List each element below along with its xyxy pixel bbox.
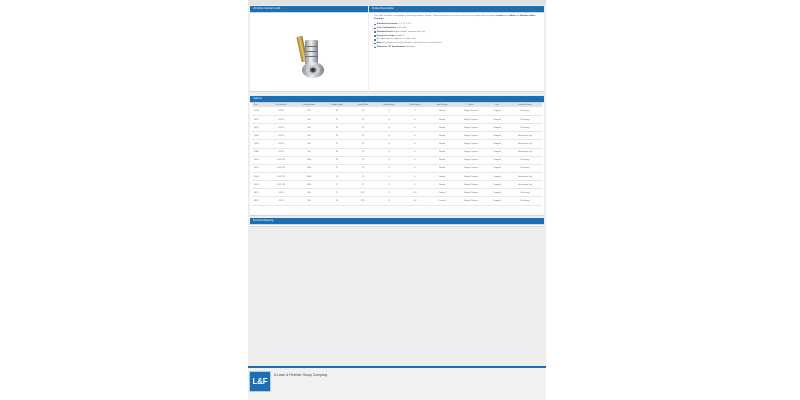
technical-drawing-bar: Technical Drawing [250, 218, 544, 224]
table-body [252, 107, 542, 205]
table-row [252, 173, 542, 181]
table-cell: 92 M [268, 197, 294, 205]
table-cell: 200 [294, 132, 324, 140]
table-cell: Round [428, 116, 456, 124]
intro-text-3: and [515, 15, 521, 18]
table-cell: 92 M [268, 124, 294, 132]
table-cell: Bright Chrome [456, 148, 486, 156]
spec-bullet-label: Standard Finish: [376, 30, 394, 33]
footer-tagline: A Lowe & Fletcher Group Company [274, 373, 328, 377]
table-cell: 1386 [252, 148, 268, 156]
table-cell: 22 [350, 173, 376, 181]
table-cell: Nut fixing [508, 124, 542, 132]
table-cell: Round [428, 181, 456, 189]
table-cell: Capped [486, 107, 508, 115]
spec-bullet-list [369, 23, 544, 49]
table-cell: 1441 [252, 164, 268, 172]
column-header: Finish [456, 103, 486, 107]
table-cell: 200 [294, 189, 324, 197]
table-cell: 8 [376, 156, 402, 164]
column-header: Body Length [324, 103, 350, 107]
table-cell: 92 M [268, 189, 294, 197]
table-cell: 32 [324, 148, 350, 156]
table-cell: Nut fixing [508, 197, 542, 205]
intro-text-1: The 1443 Camlock is available in 6 housing lengths; 20mm, 27mm and 32mm. It can be used in various applications including [374, 15, 497, 18]
table-cell: Round [428, 173, 456, 181]
spec-bullet-label: Fixing hole shape: [376, 34, 396, 37]
table-cell: 8 [376, 124, 402, 132]
table-cell: 1486 [252, 173, 268, 181]
table-cell: 3 [402, 156, 428, 164]
table-cell: 3 [402, 173, 428, 181]
column-header: Combinations [294, 103, 324, 107]
spec-bullet-value: Housing nut can only be fitted or removed if cam is removed first [382, 42, 442, 45]
table-cell: 200 [294, 124, 324, 132]
table-cell: 22 [350, 116, 376, 124]
column-header: Head Width [350, 103, 376, 107]
table-cell: Horseshoe clip [508, 181, 542, 189]
column-header: Key Number [268, 103, 294, 107]
table-cell: 27 [324, 116, 350, 124]
column-header: Housing Fixing [508, 103, 542, 107]
table-row [252, 189, 542, 197]
table-cell: 8431 [252, 189, 268, 197]
table-cell: 22 [324, 107, 350, 115]
table-cell: 8 [376, 181, 402, 189]
table-cell: 3 [402, 107, 428, 115]
column-header: Head Height [376, 103, 402, 107]
spec-bullet-label: Note: [376, 42, 383, 45]
table-cell: 8432 [252, 197, 268, 205]
drawing-bar-stripe [250, 224, 544, 225]
table-cell: Nut fixing [508, 107, 542, 115]
table-cell: Capped [486, 156, 508, 164]
table-cell: 92 M [268, 148, 294, 156]
table-cell: Bright Chrome [456, 181, 486, 189]
table-cell: Capped [486, 164, 508, 172]
column-header: Head Depth [402, 103, 428, 107]
table-cell: 3 [402, 148, 428, 156]
product-title-bar: 20-32mm Camlock 1443 [250, 6, 368, 12]
table-cell: 8 [376, 173, 402, 181]
table-cell: Horseshoe clip [508, 140, 542, 148]
table-row [252, 156, 542, 164]
table-cell: Bright Chrome [456, 164, 486, 172]
top-stripe [248, 0, 546, 5]
table-cell: 3 [402, 132, 428, 140]
table-row [252, 116, 542, 124]
intro-bold-2: Metal [509, 15, 516, 18]
table-cell: Horseshoe clip [508, 173, 542, 181]
table-cell: 32 [324, 197, 350, 205]
intro-bold-3: Wooden Office Furniture [374, 15, 536, 21]
table-cell: 3 [402, 116, 428, 124]
table-cell: 4.6 [402, 197, 428, 205]
table-cell: Conical [428, 189, 456, 197]
table-cell: 27 [324, 181, 350, 189]
table-cell: Bright Chrome [456, 189, 486, 197]
spec-bullet [374, 45, 544, 49]
spec-bullet-label: Dimension "B" Specification: [376, 45, 406, 48]
table-cell: 22 [350, 107, 376, 115]
spec-bullet-label: Standard Increments: [376, 23, 399, 26]
table-cell: Nut fixing [508, 164, 542, 172]
table-cell: Conical [428, 197, 456, 205]
table-cell: 1440 [252, 156, 268, 164]
column-header: Head Shape [428, 103, 456, 107]
table-cell: 22 [350, 132, 376, 140]
table-cell: 22 [350, 124, 376, 132]
table-cell: 95-97 M [268, 173, 294, 181]
table-cell: 22 [350, 156, 376, 164]
lf-logo: L&F [249, 371, 271, 392]
spec-bullet-value: Bright chrome, stainless steel cap [393, 30, 425, 33]
table-cell: 23.7 [350, 189, 376, 197]
table-cell: 32 [324, 124, 350, 132]
table-cell: 23.7 [350, 197, 376, 205]
table-cell: Capped [486, 124, 508, 132]
intro-text-2: and [504, 15, 510, 18]
table-cell: 8 [376, 189, 402, 197]
table-cell: 95-97 M [268, 181, 294, 189]
table-cell: 1442 [252, 124, 268, 132]
table-cell: 92 M [268, 107, 294, 115]
options-bar: Options [250, 96, 544, 102]
table-cell: 8 [376, 116, 402, 124]
intro-text-4: . [383, 18, 385, 21]
table-cell: Round [428, 132, 456, 140]
table-cell: Round [428, 140, 456, 148]
table-cell: 95-97 M [268, 156, 294, 164]
table-cell: 2000 [294, 156, 324, 164]
table-cell: Capped [486, 148, 508, 156]
table-cell: Round [428, 148, 456, 156]
table-cell: Round [428, 124, 456, 132]
table-cell: 200 [294, 148, 324, 156]
table-cell: 3 [402, 124, 428, 132]
table-cell: 2000 [294, 164, 324, 172]
table-cell: Bright Chrome [456, 197, 486, 205]
table-cell: 1441 [252, 116, 268, 124]
table-cell: 2000 [294, 181, 324, 189]
table-cell: Capped [486, 173, 508, 181]
spec-bullet-value: 500-2000 [396, 26, 407, 29]
table-cell: Capped [486, 132, 508, 140]
table-cell: 22 [324, 173, 350, 181]
table-cell: 200 [294, 116, 324, 124]
table-cell: Bright Chrome [456, 173, 486, 181]
spec-bullet-value: All keyed options supplied in a cinder only [376, 38, 416, 41]
table-cell: 1385 [252, 140, 268, 148]
table-cell: Bright Chrome [456, 124, 486, 132]
spec-bullet-label: Lock Combinations: [376, 26, 397, 29]
table-cell: Horseshoe clip [508, 148, 542, 156]
table-cell: Capped [486, 189, 508, 197]
table-cell: Capped [486, 116, 508, 124]
table-cell: 27 [324, 164, 350, 172]
table-cell: 92 M [268, 116, 294, 124]
options-table [252, 103, 542, 206]
table-cell: 200 [294, 107, 324, 115]
table-cell: Round [428, 156, 456, 164]
product-description-bar: Product Description [369, 6, 544, 12]
table-cell: 22 [324, 132, 350, 140]
table-cell: Nut fixing [508, 156, 542, 164]
table-cell: 27 [324, 140, 350, 148]
table-cell: 3 [402, 164, 428, 172]
table-cell: Nut fixing [508, 189, 542, 197]
table-cell: 8 [376, 164, 402, 172]
table-row [252, 140, 542, 148]
table-cell: Bright Chrome [456, 156, 486, 164]
table-cell: Horseshoe clip [508, 132, 542, 140]
table-cell: Round [428, 107, 456, 115]
table-cell: Capped [486, 197, 508, 205]
table-cell: 3 [402, 181, 428, 189]
spec-bullet-value: Double D [395, 34, 405, 37]
table-cell: 3 [402, 140, 428, 148]
footer-line [248, 366, 546, 368]
intro-bold-1: Lockers [496, 15, 505, 18]
table-cell: 8 [376, 148, 402, 156]
table-row [252, 132, 542, 140]
table-cell: Bright Chrome [456, 140, 486, 148]
table-cell: 8 [376, 140, 402, 148]
table-cell: Round [428, 164, 456, 172]
camlock-photo-icon [296, 30, 330, 82]
table-cell: 22 [350, 164, 376, 172]
table-cell: 8 [376, 107, 402, 115]
table-cell: 22 [350, 148, 376, 156]
table-cell: 200 [294, 140, 324, 148]
table-cell: 2000 [294, 173, 324, 181]
table-cell: Bright Chrome [456, 107, 486, 115]
table-cell: Capped [486, 140, 508, 148]
table-cell: 1443 [252, 107, 268, 115]
table-cell: 27 [324, 189, 350, 197]
spec-bullet-value: 1, 2, 3, 4, 5, 6 [398, 23, 412, 26]
table-cell: 92 M [268, 140, 294, 148]
table-cell: 8 [376, 197, 402, 205]
table-cell: 95-97 M [268, 164, 294, 172]
column-header: Part [252, 103, 268, 107]
table-cell: 1490 [252, 181, 268, 189]
table-row [252, 197, 542, 205]
page-footer [248, 366, 546, 400]
document-page [248, 0, 546, 400]
table-cell: 22 [350, 140, 376, 148]
table-cell: 22 [350, 181, 376, 189]
table-row [252, 148, 542, 156]
product-title-panel [250, 6, 368, 92]
column-header: Cap [486, 103, 508, 107]
table-cell: Bright Chrome [456, 116, 486, 124]
table-row [252, 107, 542, 115]
table-cell: 22 [324, 156, 350, 164]
table-cell: 8 [376, 132, 402, 140]
table-row [252, 164, 542, 172]
table-cell: 4.6 [402, 189, 428, 197]
product-description-panel [369, 6, 544, 92]
technical-drawing-panel [250, 218, 544, 227]
table-cell: Bright Chrome [456, 132, 486, 140]
dimension-spec-link[interactable]: See Here [405, 45, 416, 48]
table-cell: 92 M [268, 132, 294, 140]
table-row [252, 124, 542, 132]
options-panel [250, 96, 544, 216]
table-cell: 1384 [252, 132, 268, 140]
title-bar-stripe [250, 12, 368, 13]
table-cell: 200 [294, 197, 324, 205]
table-row [252, 181, 542, 189]
table-cell: Nut fixing [508, 116, 542, 124]
table-cell: Capped [486, 181, 508, 189]
